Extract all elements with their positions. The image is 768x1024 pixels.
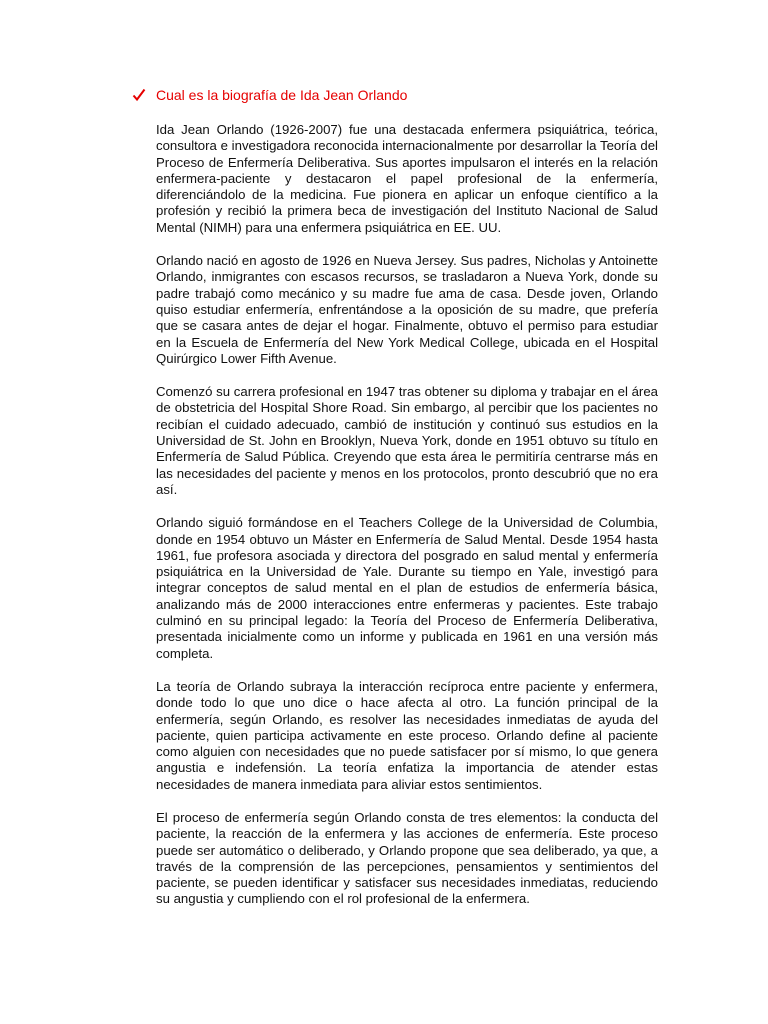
body-text [156, 122, 658, 925]
paragraph-career: Comenzó su carrera profesional en 1947 tras obtener su diploma y trabajar en el área de obstetricia del Hospital Shore Road. Sin embargo, al percibir que los pacientes no recibían el cuidado adecuado, cambió de institución y continuó sus estudios en la Universidad de St. John en Brooklyn, Nueva York, donde en 1951 obtuvo su título en Enfermería de Salud Pública. Creyendo que esta área le permitiría centrarse más en las necesidades del paciente y menos en los protocolos, pronto descubrió que no era así. [156, 384, 658, 497]
paragraph-education: Orlando siguió formándose en el Teachers College de la Universidad de Columbia, donde en 1954 obtuvo un Máster en Enfermería de Salud Mental. Desde 1954 hasta 1961, fue profesora asociada y directora del posgrado en salud mental y enfermería psiquiátrica en la Universidad de Yale. Durante su tiempo en Yale, investigó para integrar conceptos de salud mental en el plan de estudios de enfermería básica, analizando más de 2000 interacciones entre enfermeras y pacientes. Este trabajo culminó en su principal legado: la Teoría del Proceso de Enfermería Deliberativa, presentada inicialmente como un informe y publicada en 1961 en una versión más completa. [156, 515, 658, 661]
paragraph-process: El proceso de enfermería según Orlando consta de tres elementos: la conducta del paciente, la reacción de la enfermera y las acciones de enfermería. Este proceso puede ser automático o deliberado, y Orlando propone que sea deliberado, ya que, a través de la comprensión de las percepciones, pensamientos y sentimientos del paciente, se pueden identificar y satisfacer sus necesidades inmediatas, reduciendo su angustia y cumpliendo con el rol profesional de la enfermera. [156, 809, 658, 907]
paragraph-theory: La teoría de Orlando subraya la interacción recíproca entre paciente y enfermera, donde todo lo que uno dice o hace afecta al otro. La función principal de la enfermería, según Orlando, es resolver las necesidades inmediatas de ayuda del paciente, quien participa activamente en este proceso. Orlando define al paciente como alguien con necesidades que no puede satisfacer por sí mismo, lo que genera angustia e indefensión. La teoría enfatiza la importancia de atender estas necesidades de manera inmediata para aliviar estos sentimientos. [156, 678, 658, 792]
heading-text: Cual es la biografía de Ida Jean Orlando [156, 87, 408, 103]
paragraph-intro: Ida Jean Orlando (1926-2007) fue una destacada enfermera psiquiátrica, teórica, consultora e investigadora reconocida internacionalmente por desarrollar la Teoría del Proceso de Enfermería Deliberativa. Sus aportes impulsaron el interés en la relación enfermera-paciente y destacaron el papel profesional de la enfermería, diferenciándolo de la medicina. Fue pionera en aplicar un enfoque científico a la profesión y recibió la primera beca de investigación del Instituto Nacional de Salud Mental (NIMH) para una enfermera psiquiátrica en EE. UU. [156, 122, 658, 235]
section-heading [132, 86, 407, 104]
paragraph-early-life: Orlando nació en agosto de 1926 en Nueva Jersey. Sus padres, Nicholas y Antoinette Orlando, inmigrantes con escasos recursos, se trasladaron a Nueva York, donde su padre trabajó como mecánico y su madre fue ama de casa. Desde joven, Orlando quiso estudiar enfermería, enfrentándose a la oposición de su madre, que prefería que se casara antes de dejar el hogar. Finalmente, obtuvo el permiso para estudiar en la Escuela de Enfermería del New York Medical College, ubicada en el Hospital Quirúrgico Lower Fifth Avenue. [156, 253, 658, 366]
checkmark-icon [132, 87, 146, 103]
